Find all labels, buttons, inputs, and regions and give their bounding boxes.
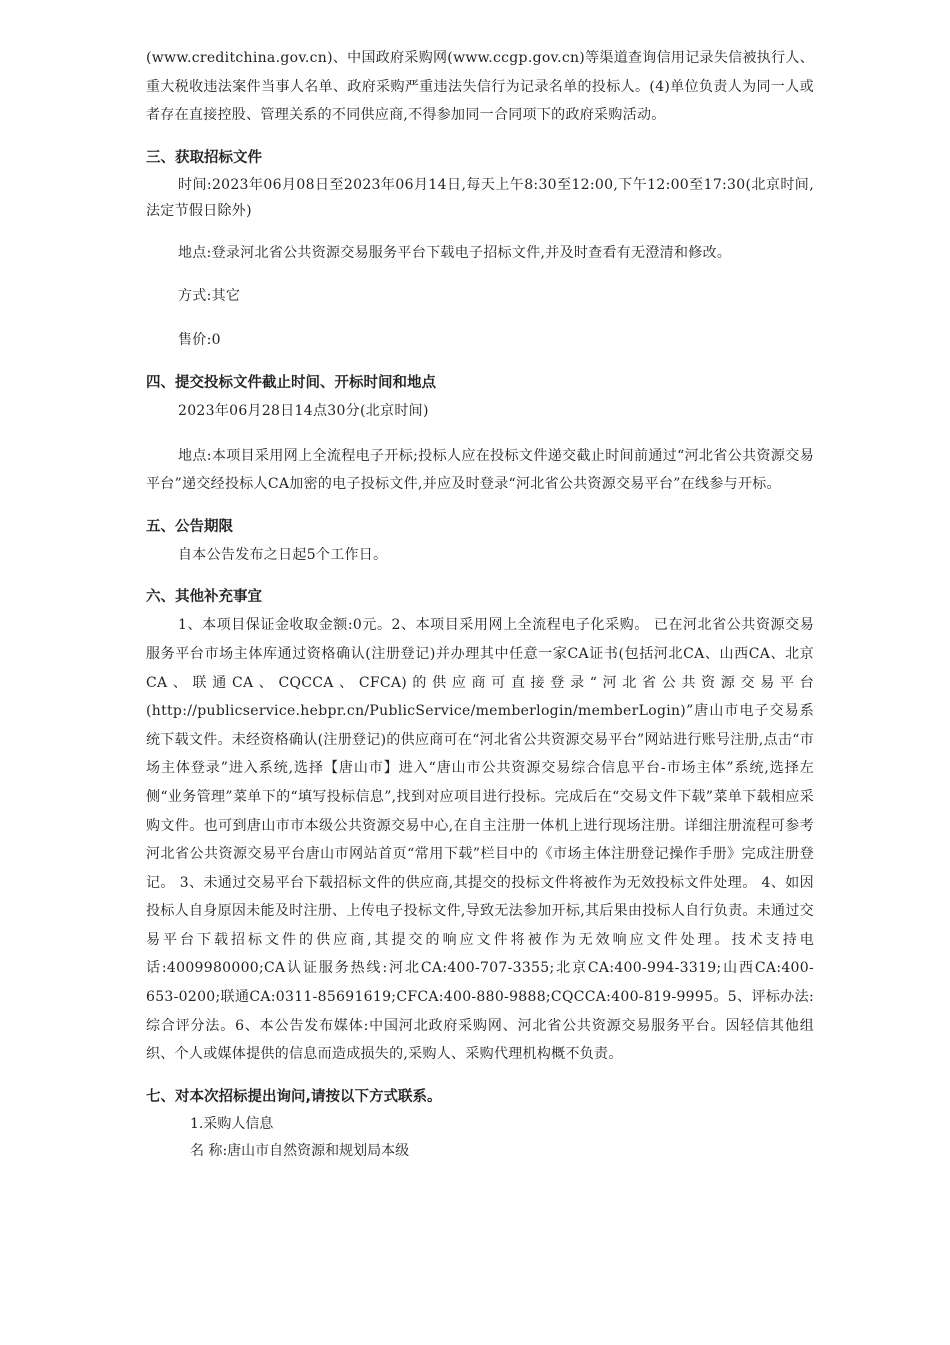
section-5-text: 自本公告发布之日起5个工作日。	[178, 546, 388, 563]
intro-paragraph: (www.creditchina.gov.cn)、中国政府采购网(www.ccgp.gov.cn)等渠道查询信用记录失信被执行人、重大税收违法案件当事人名单、政府采购严重违法失信行为记录名单的投标人。(4)单位负责人为同一人或者存在直接控股、管理关系的不同供应商,不得参加同一合同项下的政府采购活动。	[146, 50, 814, 124]
section-7-heading: 七、对本次招标提出询问,请按以下方式联系。	[146, 1088, 442, 1105]
section-5-heading: 五、公告期限	[146, 518, 233, 535]
section-3-method: 方式:其它	[178, 287, 241, 304]
purchaser-info-title: 1.采购人信息	[190, 1115, 274, 1132]
section-6-heading: 六、其他补充事宜	[146, 589, 262, 606]
section-3-price: 售价:0	[178, 332, 221, 349]
purchaser-name: 名 称:唐山市自然资源和规划局本级	[190, 1142, 410, 1159]
section-4-time: 2023年06月28日14点30分(北京时间)	[178, 402, 429, 419]
section-3-heading: 三、获取招标文件	[146, 149, 262, 166]
section-6-text: 1、本项目保证金收取金额:0元。2、本项目采用网上全流程电子化采购。 已在河北省公共资源交易服务平台市场主体库通过资格确认(注册登记)并办理其中任意一家CA证书(包括河北CA、山西CA、北京CA、联通CA、CQCCA、CFCA)的供应商可直接登录“河北省公共资源交易平台(http://publicservice.hebpr.cn/PublicService/memberlogin/memberLogin)”唐山市电子交易系统下载文件。未经资格确认(注册登记)的供应商可在“河北省公共资源交易平台”网站进行账号注册,点击“市场主体登录”进入系统,选择【唐山市】进入“唐山市公共资源交易综合信息平台-市场主体”系统,选择左侧“业务管理”菜单下的“填写投标信息”,找到对应项目进行投标。完成后在“交易文件下载”菜单下载相应采购文件。也可到唐山市市本级公共资源交易中心,在自主注册一体机上进行现场注册。详细注册流程可参考河北省公共资源交易平台唐山市网站首页“常用下载”栏目中的《市场主体注册登记操作手册》完成注册登记。 3、未通过交易平台下载招标文件的供应商,其提交的投标文件将被作为无效投标文件处理。 4、如因投标人自身原因未能及时注册、上传电子投标文件,导致无法参加开标,其后果由投标人自行负责。未通过交易平台下载招标文件的供应商,其提交的响应文件将被作为无效响应文件处理。技术支持电话:4009980000;CA认证服务热线:河北CA:400-707-3355;北京CA:400-994-3319;山西CA:400-653-0200;联通CA:0311-85691619;CFCA:400-880-9888;CQCCA:400-819-9995。5、评标办法:综合评分法。6、本公告发布媒体:中国河北政府采购网、河北省公共资源交易服务平台。因轻信其他组织、个人或媒体提供的信息而造成损失的,采购人、采购代理机构概不负责。	[146, 617, 814, 1063]
document-page	[146, 44, 814, 1165]
section-3-place: 地点:登录河北省公共资源交易服务平台下载电子招标文件,并及时查看有无澄清和修改。	[178, 244, 732, 261]
section-4-heading: 四、提交投标文件截止时间、开标时间和地点	[146, 374, 436, 391]
section-3-time: 时间:2023年06月08日至2023年06月14日,每天上午8:30至12:00,下午12:00至17:30(北京时间,法定节假日除外)	[146, 176, 814, 219]
section-4-place: 地点:本项目采用网上全流程电子开标;投标人应在投标文件递交截止时间前通过“河北省公共资源交易平台”递交经投标人CA加密的电子投标文件,并应及时登录“河北省公共资源交易平台”在线参与开标。	[146, 447, 814, 493]
